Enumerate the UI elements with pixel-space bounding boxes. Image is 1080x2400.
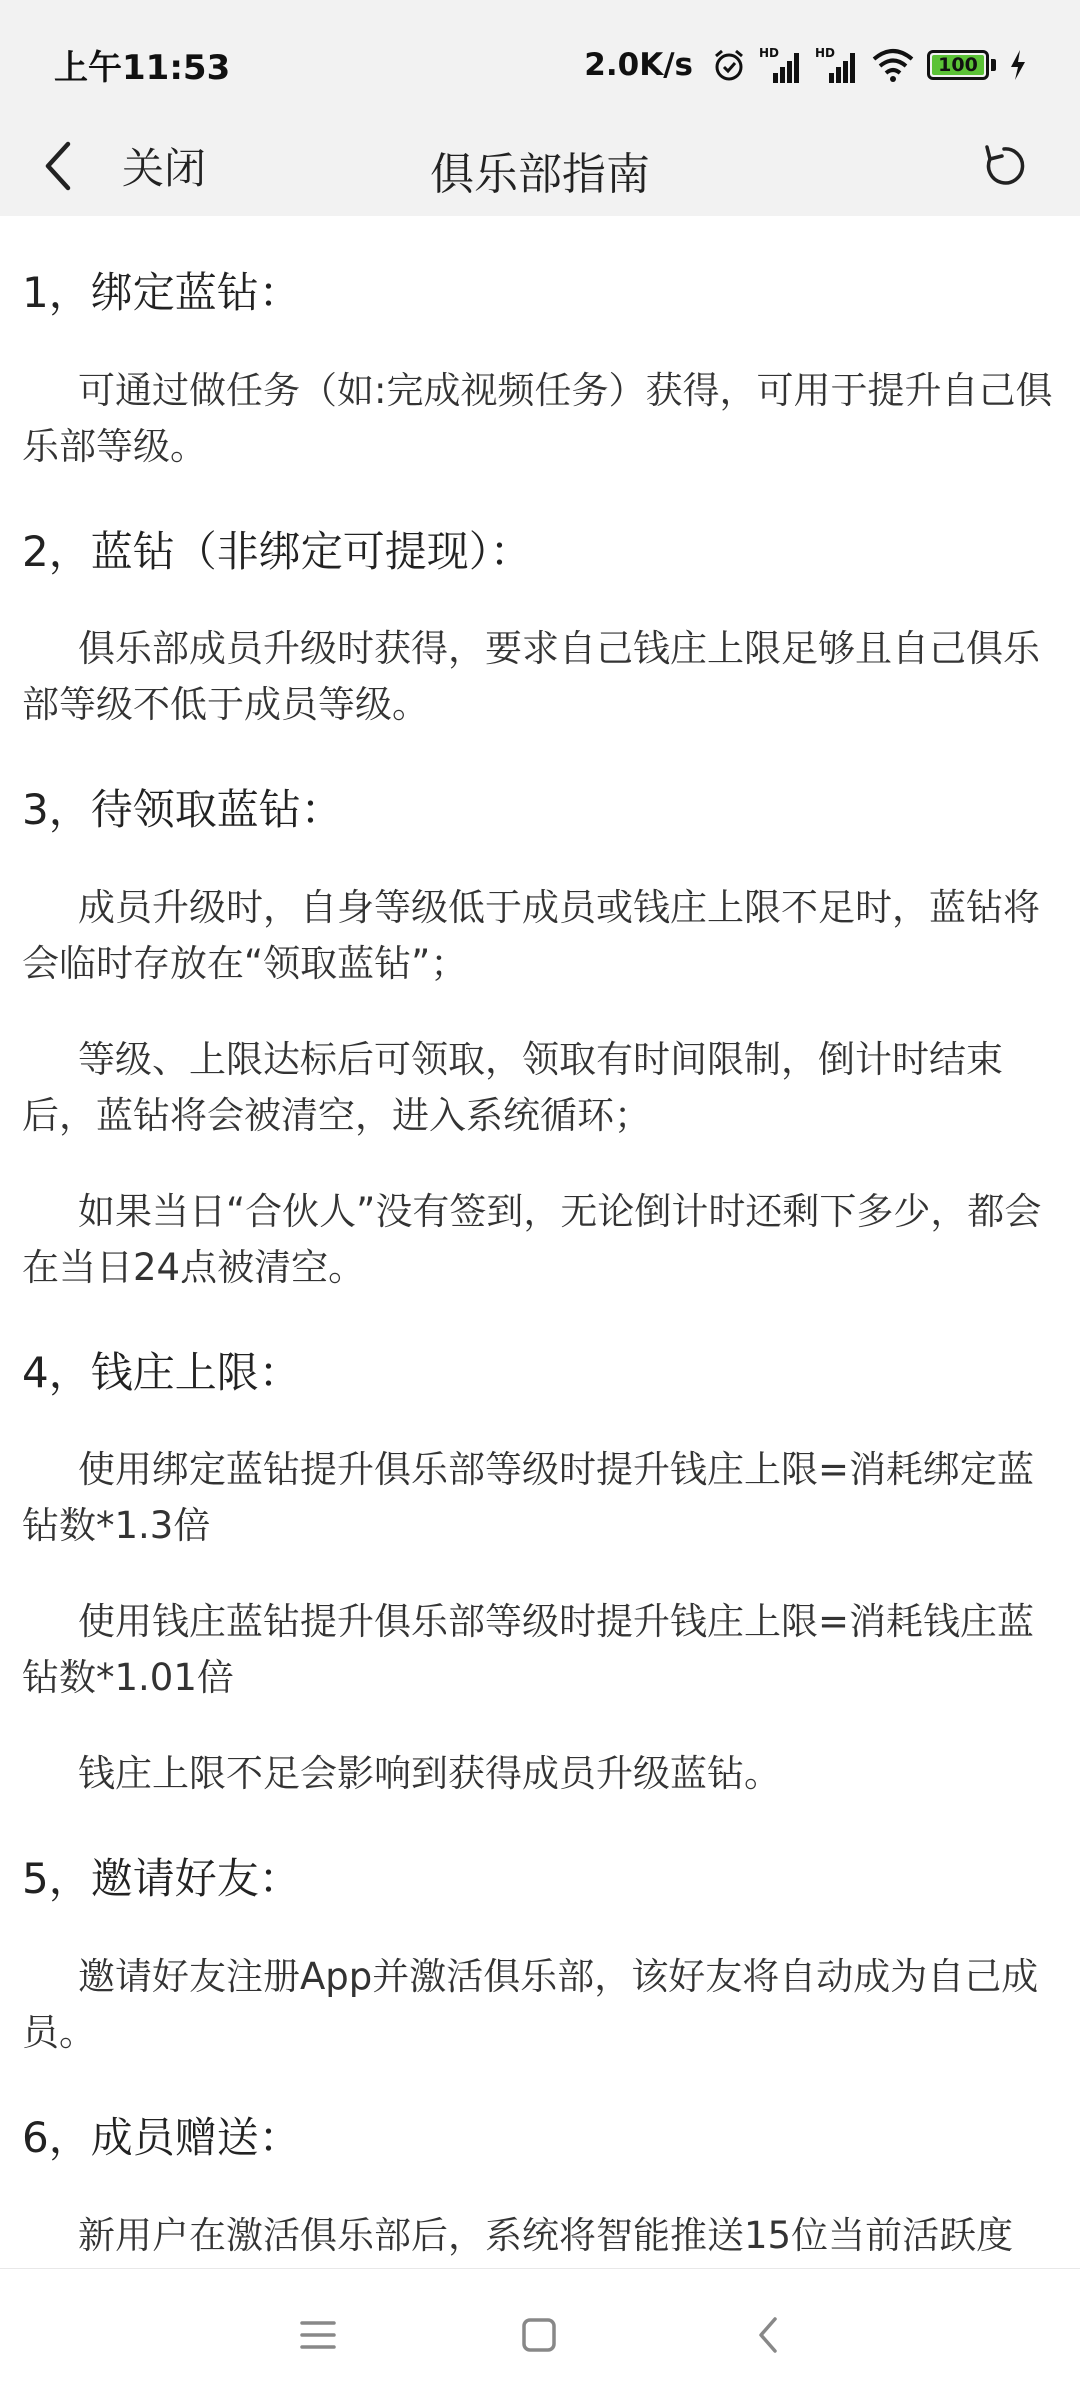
system-back-button[interactable]	[734, 2301, 802, 2369]
section-paragraph: 使用钱庄蓝钻提升俱乐部等级时提升钱庄上限=消耗钱庄蓝钻数*1.01倍	[22, 1600, 1035, 1700]
hd-signal-icon	[815, 45, 859, 85]
battery-level: 100	[938, 54, 978, 76]
section-paragraph: 钱庄上限不足会影响到获得成员升级蓝钻。	[78, 1752, 781, 1796]
nav-bar	[0, 116, 1080, 216]
section-paragraph: 如果当日“合伙人”没有签到，无论倒计时还剩下多少，都会在当日24点被清空。	[22, 1189, 1042, 1289]
network-speed: 2.0K/s	[584, 47, 693, 83]
refresh-button[interactable]	[972, 134, 1036, 198]
section-paragraph: 俱乐部成员升级时获得，要求自己钱庄上限足够且自己俱乐部等级不低于成员等级。	[22, 627, 1040, 727]
guide-content[interactable]	[0, 216, 1080, 2268]
status-time: 上午11:53	[54, 48, 231, 88]
section-bind-blue-diamond	[0, 266, 1080, 475]
section-member-gift	[0, 2111, 1080, 2264]
section-paragraph: 成员升级时，自身等级低于成员或钱庄上限不足时，蓝钻将会临时存放在“领取蓝钻”；	[22, 885, 1040, 985]
battery-cap	[991, 59, 996, 71]
svg-text:HD: HD	[815, 46, 836, 60]
top-area	[0, 0, 1080, 216]
section-heading: 2，蓝钻（非绑定可提现）：	[22, 526, 532, 576]
section-heading: 6，成员赠送：	[22, 2112, 301, 2162]
section-invite-friends	[0, 1852, 1080, 2061]
status-bar	[0, 0, 1080, 128]
home-icon[interactable]	[519, 2315, 559, 2355]
alarm-icon	[711, 47, 747, 83]
section-heading: 1，绑定蓝钻：	[22, 268, 301, 317]
hd-signal-icon	[759, 45, 803, 85]
battery-icon	[927, 50, 989, 80]
close-label[interactable]: 关闭	[122, 144, 207, 193]
svg-text:HD: HD	[759, 46, 780, 60]
home-button[interactable]	[505, 2301, 573, 2369]
menu-icon[interactable]	[298, 2317, 338, 2353]
charging-icon	[1008, 48, 1028, 82]
section-paragraph: 可通过做任务（如:完成视频任务）获得，可用于提升自己俱乐部等级。	[22, 368, 1053, 468]
status-indicators	[584, 40, 1028, 90]
section-paragraph: 等级、上限达标后可领取，领取有时间限制，倒计时结束后，蓝钻将会被清空，进入系统循环；	[22, 1037, 1003, 1137]
section-paragraph: 邀请好友注册App并激活俱乐部，该好友将自动成为自己成员。	[22, 1954, 1039, 2054]
page-title: 俱乐部指南	[430, 149, 650, 200]
section-heading: 5，邀请好友：	[22, 1854, 301, 1904]
back-icon[interactable]	[753, 2315, 783, 2355]
section-pending-blue-diamond	[0, 783, 1080, 1296]
wifi-icon	[871, 47, 915, 83]
menu-button[interactable]	[284, 2301, 352, 2369]
section-heading: 4，钱庄上限：	[22, 1347, 301, 1397]
system-navigation-bar	[0, 2268, 1080, 2400]
section-paragraph: 新用户在激活俱乐部后，系统将智能推送15位当前活跃度	[78, 2213, 1014, 2257]
refresh-icon[interactable]	[981, 143, 1027, 189]
section-bank-limit	[0, 1346, 1080, 1803]
section-heading: 3，待领取蓝钻：	[22, 785, 343, 835]
section-paragraph: 使用绑定蓝钻提升俱乐部等级时提升钱庄上限=消耗绑定蓝钻数*1.3倍	[22, 1448, 1035, 1548]
section-blue-diamond	[0, 525, 1080, 734]
